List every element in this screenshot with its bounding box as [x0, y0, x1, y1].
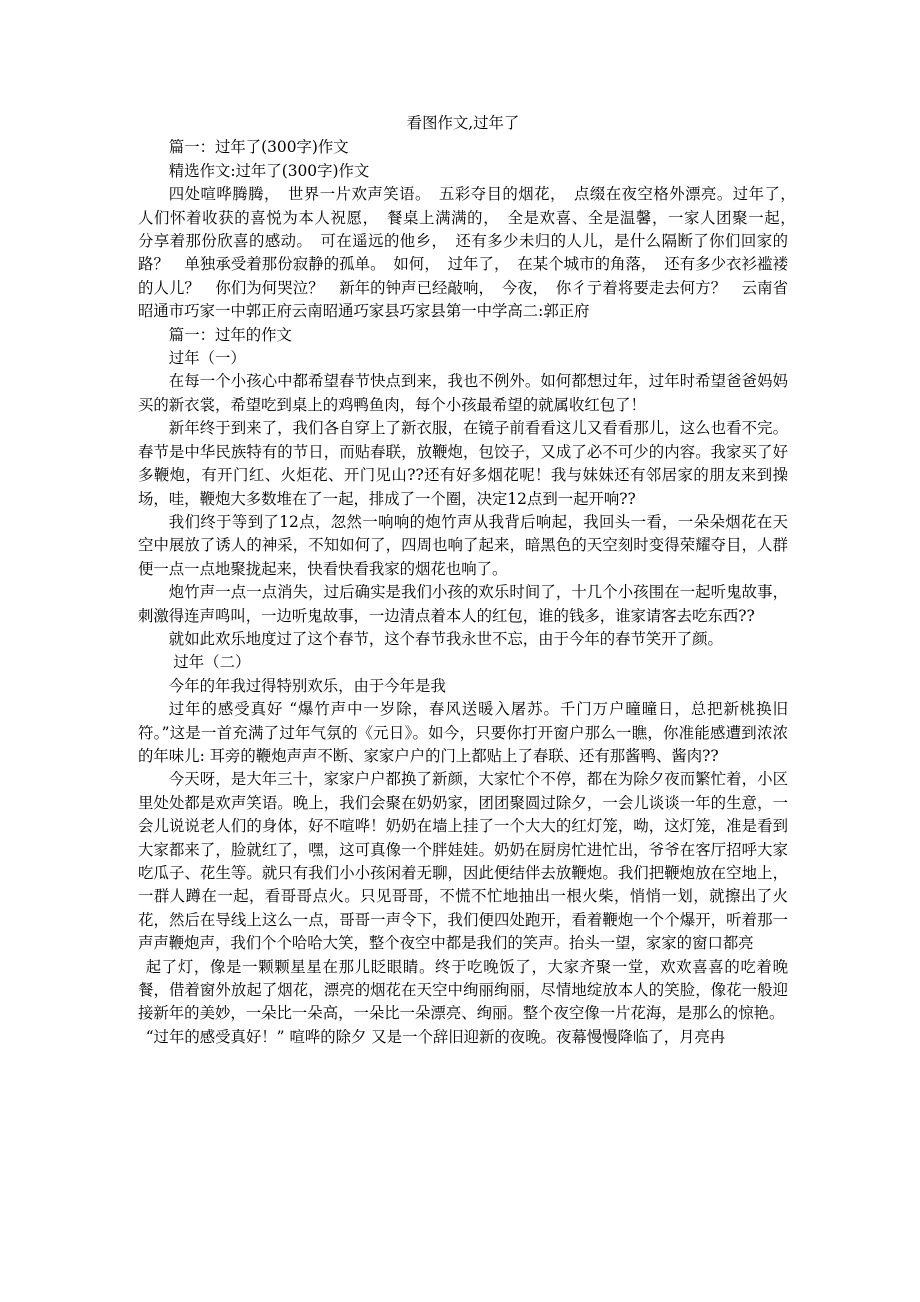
paragraph-body-6: 就如此欢乐地度过了这个春节，这个春节我永世不忘，由于今年的春节笑开了颜。	[168, 629, 723, 648]
paragraph-body-1: 四处喧哗腾腾， 世界一片欢声笑语。 五彩夺目的烟花， 点缀在夜空格外漂亮。过年了， 人们怀着收获的喜悦为本人祝愿， 餐桌上满满的， 全是欢喜、全是温馨，一家人团聚一起， 分享着那份欣喜的感动。 可在遥远的他乡， 还有多少未归的人儿，是什么隔断了你们回家的路？ 单独承受着那份寂静的孤单。 如何， 过年了， 在某个城市的角落， 还有多少衣衫褴褛的人儿？ 你们为何哭泣？ 新年的钟声已经敲响， 今夜， 你彳亍着将要走去何方？ 云南省昭通市巧家一中郭正府云南昭通巧家县巧家县第一中学高二:郭正府	[138, 185, 804, 321]
paragraph-body-7: 今年的年我过得特别欢乐，由于今年是我	[168, 676, 446, 695]
paragraph-heading-2: 篇一：过年的作文	[168, 325, 292, 344]
paragraph-heading-1: 篇一：过年了(300字)作文	[168, 138, 349, 157]
paragraph-body-10: 起了灯，像是一颗颗星星在那儿眨眼睛。终于吃晚饭了，大家齐聚一堂，欢欢喜喜的吃着晚餐，借着窗外放起了烟花，漂亮的烟花在天空中绚丽绚丽，尽情地绽放本人的笑脸，像花一般迎接新年的美妙，一朵比一朵高，一朵比一朵漂亮、绚丽。整个夜空像一片花海，是那么的惊艳。	[138, 957, 788, 1023]
document-title: 看图作文,过年了	[406, 114, 520, 132]
paragraph-body-5: 炮竹声一点一点消失，过后确实是我们小孩的欢乐时间了，十几个小孩围在一起听鬼故事，刺激得连声鸣叫，一边听鬼故事，一边清点着本人的红包，谁的钱多，谁家请客去吃东西??	[138, 583, 788, 625]
paragraph-subheading-1: 精选作文:过年了(300字)作文	[168, 161, 370, 180]
paragraph-section-1: 过年（一）	[168, 349, 246, 368]
paragraph-body-2: 在每一个小孩心中都希望春节快点到来，我也不例外。如何都想过年，过年时希望爸爸妈妈买的新衣裳，希望吃到桌上的鸡鸭鱼肉，每个小孩最希望的就属收红包了！	[138, 372, 788, 414]
paragraph-body-4: 我们终于等到了12点，忽然一响响的炮竹声从我背后响起，我回头一看，一朵朵烟花在天空中展放了诱人的神采，不知如何了，四周也响了起来，暗黑色的天空刻时变得荣耀夺目，人群便一点一点地聚拢起来，快看快看我家的烟花也响了。	[138, 512, 788, 578]
paragraph-body-9: 今天呀，是大年三十，家家户户都换了新颜，大家忙个不停，都在为除夕夜而繁忙着，小区里处处都是欢声笑语。晚上，我们会聚在奶奶家，团团聚圆过除夕，一会儿谈谈一年的生意，一会儿说说老人们的身体，好不喧哗！奶奶在墙上挂了一个大大的红灯笼，呦，这灯笼，准是看到大家都来了，脸就红了，嘿，这可真像一个胖娃娃。奶奶在厨房忙进忙出，爷爷在客厅招呼大家吃瓜子、花生等。就只有我们小小孩闲着无聊，因此便结伴去放鞭炮。我们把鞭炮放在空地上，一群人蹲在一起，看哥哥点火。只见哥哥，不慌不忙地抽出一根火柴，悄悄一划，就擦出了火花，然后在导线上这么一点，哥哥一声令下，我们便四处跑开，看着鞭炮一个个爆开，听着那一声声鞭炮声，我们个个哈哈大笑，整个夜空中都是我们的笑声。抬头一望，家家的窗口都亮	[138, 770, 788, 953]
document-page	[138, 112, 804, 1049]
paragraph-body-11: “过年的感受真好！” 喧哗的除夕 又是一个辞旧迎新的夜晚。夜幕慢慢降临了，月亮冉	[145, 1027, 726, 1046]
paragraph-body-3: 新年终于到来了，我们各自穿上了新衣服，在镜子前看看这儿又看看那儿，这么也看不完。春节是中华民族特有的节日，而贴春联，放鞭炮，包饺子，又成了必不可少的内容。我家买了好多鞭炮，有开门红、火炬花、开门见山??还有好多烟花呢！我与妹妹还有邻居家的朋友来到操场，哇，鞭炮大多数堆在了一起，排成了一个圈，决定12点到一起开响??	[138, 419, 788, 508]
paragraph-body-8: 过年的感受真好 “爆竹声中一岁除，春风送暖入屠苏。千门万户曈曈日，总把新桃换旧符。”这是一首充满了过年气氛的《元日》。如今，只要你打开窗户那么一瞧，你准能感遭到浓浓的年味儿: 耳旁的鞭炮声声不断、家家户户的门上都贴上了春联、还有那酱鸭、酱肉??	[138, 700, 788, 765]
paragraph-section-2: 过年（二）	[173, 653, 251, 672]
